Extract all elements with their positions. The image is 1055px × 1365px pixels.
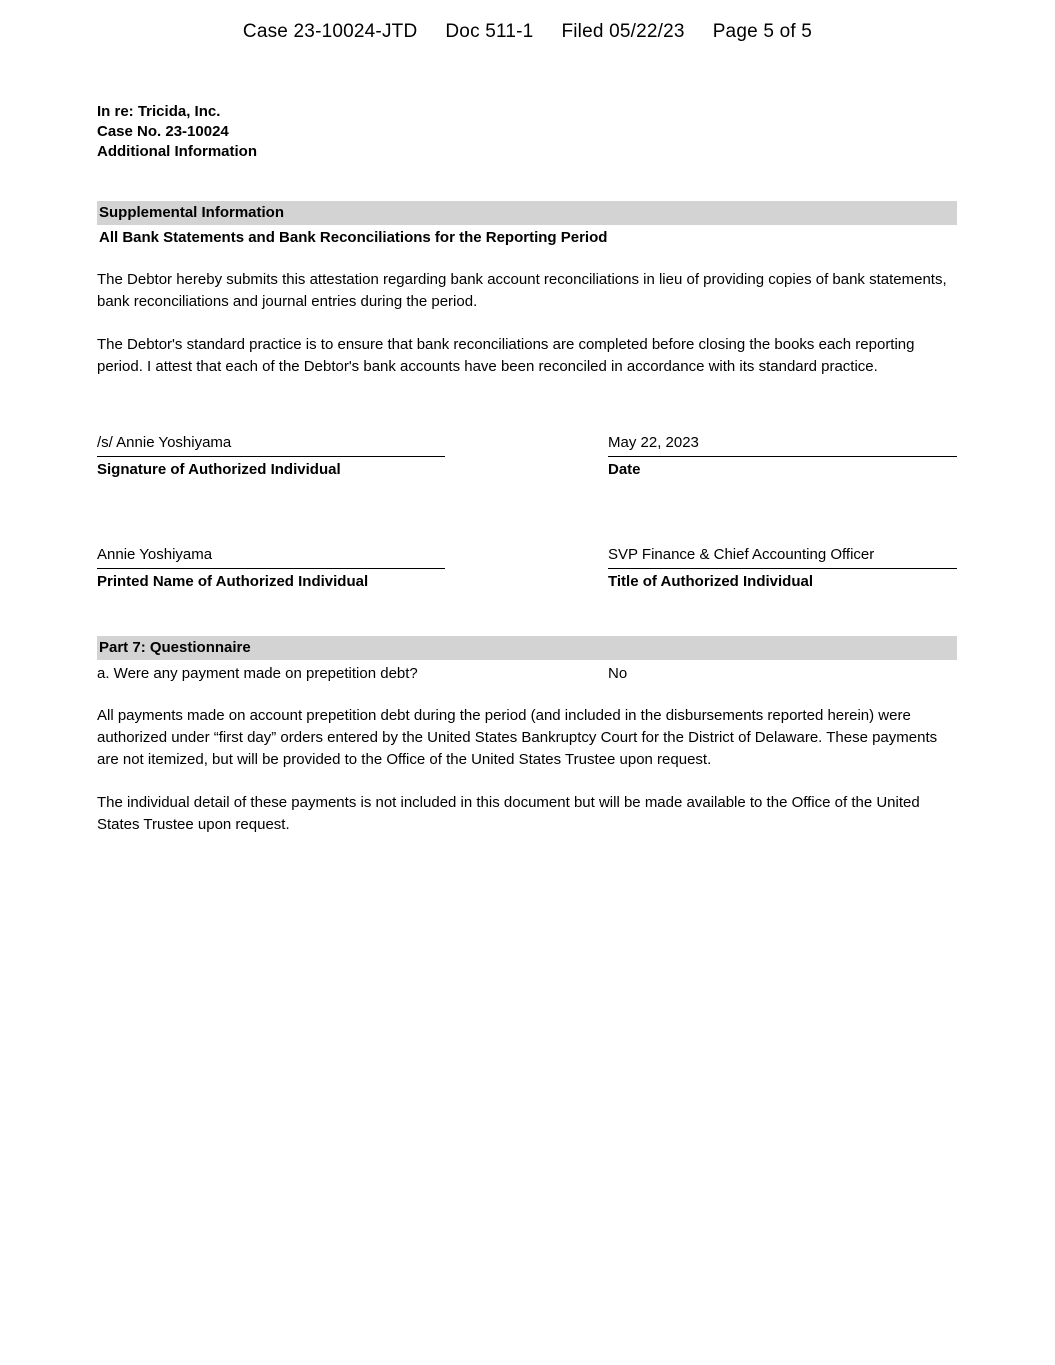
- attestation-paragraph-1: The Debtor hereby submits this attestation regarding bank account reconciliations in lieu of providing copies of bank statements, bank reconciliations and journal entries during the period.: [97, 271, 947, 310]
- doc-number: Doc 511-1: [445, 21, 534, 42]
- case-info-number: Case No. 23-10024: [97, 123, 229, 140]
- page-indicator: Page 5 of 5: [712, 21, 813, 42]
- question-a-text: a. Were any payment made on prepetition debt?: [97, 665, 418, 682]
- date-cell: [608, 432, 957, 480]
- document-content: [97, 102, 957, 836]
- question-a-row: [97, 663, 957, 684]
- supplemental-information-section-header: Supplemental Information: [97, 201, 957, 225]
- prepetition-payments-paragraph: All payments made on account prepetition debt during the period (and included in the disbursements reported herein) were authorized under “first day” orders entered by the United States Bankruptcy Court for the District of Delaware. These payments are not itemized, but will be provided to the Office of the United States Trustee upon request.: [97, 707, 938, 768]
- signature-date-row: [97, 432, 957, 480]
- court-filing-header: [0, 0, 1055, 43]
- signature-cell: [97, 432, 445, 480]
- printed-name-cell: [97, 544, 445, 592]
- date-value: May 22, 2023: [608, 432, 957, 457]
- question-a-answer: No: [608, 665, 628, 682]
- attestation-paragraph-2: The Debtor's standard practice is to ensure that bank reconciliations are completed before closing the books each reporting period. I attest that each of the Debtor's bank accounts have been reconciled in accordance with its standard practice.: [97, 336, 915, 375]
- part7-questionnaire-section-header: Part 7: Questionnaire: [97, 636, 957, 660]
- signature-value: /s/ Annie Yoshiyama: [97, 432, 445, 457]
- signature-label: Signature of Authorized Individual: [97, 461, 341, 478]
- date-label: Date: [608, 461, 641, 478]
- title-cell: [608, 544, 957, 592]
- title-value: SVP Finance & Chief Accounting Officer: [608, 544, 957, 569]
- printed-name-label: Printed Name of Authorized Individual: [97, 573, 369, 590]
- case-number: Case 23-10024-JTD: [242, 21, 418, 42]
- case-info-block: [97, 102, 957, 162]
- case-info-additional: Additional Information: [97, 143, 257, 160]
- printed-name-value: Annie Yoshiyama: [97, 544, 445, 569]
- printed-name-title-row: [97, 544, 957, 592]
- filed-date: Filed 05/22/23: [561, 21, 685, 42]
- title-label: Title of Authorized Individual: [608, 573, 813, 590]
- case-info-debtor: In re: Tricida, Inc.: [97, 103, 221, 120]
- individual-detail-paragraph: The individual detail of these payments is not included in this document but will be made available to the Office of the United States Trustee upon request.: [97, 794, 920, 833]
- bank-statements-subtitle: All Bank Statements and Bank Reconciliations for the Reporting Period: [99, 229, 608, 246]
